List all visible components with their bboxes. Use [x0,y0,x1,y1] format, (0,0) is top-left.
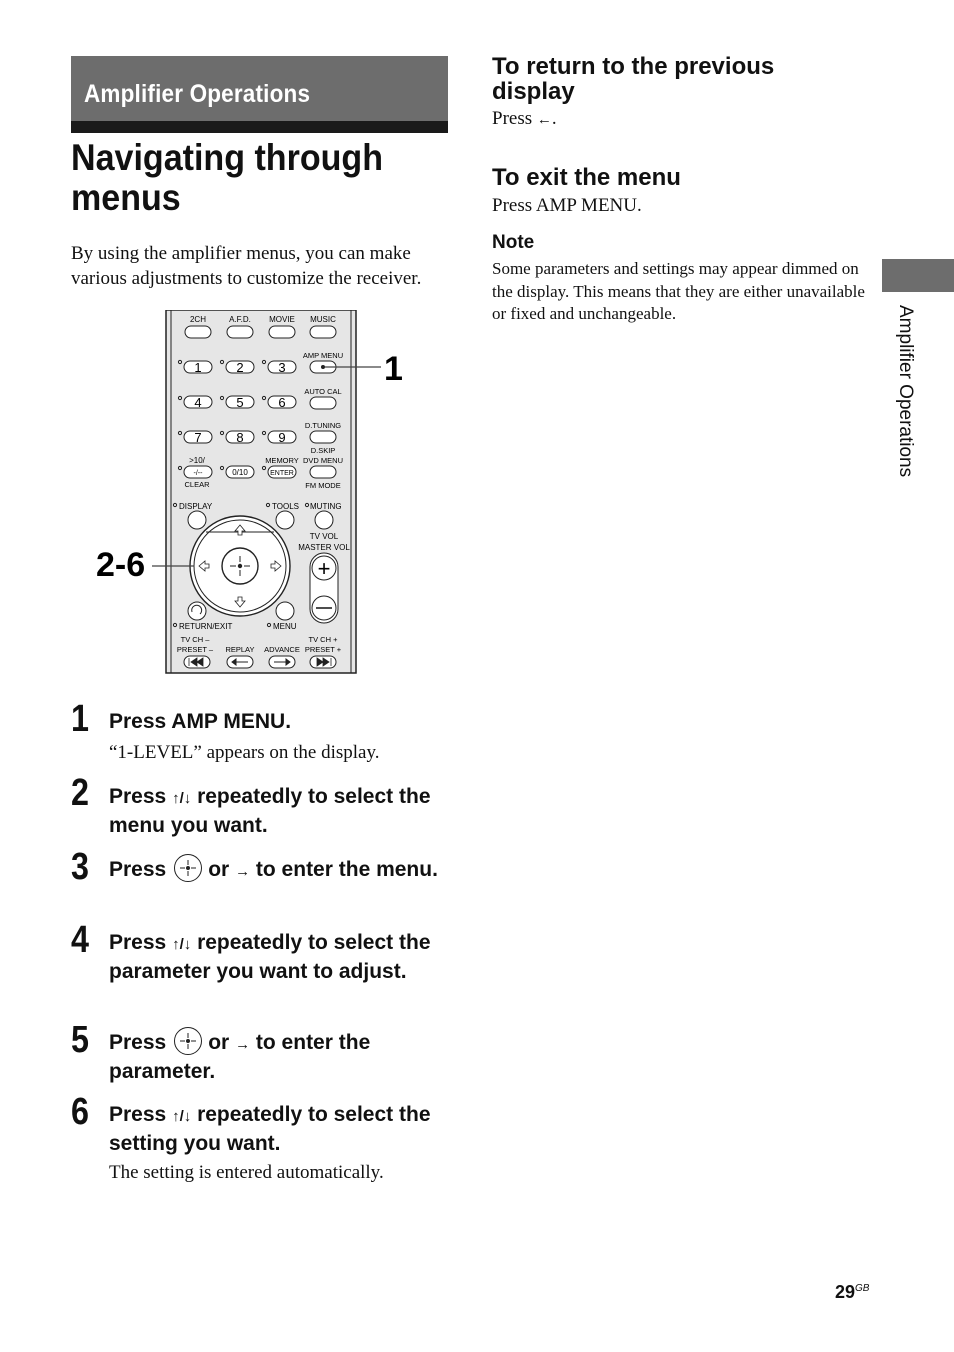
button-label-music: MUSIC [310,315,336,324]
digit-6: 6 [278,395,286,410]
muting-label: MUTING [310,502,342,511]
menu-label: MENU [273,622,297,631]
up-down-arrow-icon: ↑/↓ [172,936,192,953]
ten-plus-label: >10/ [189,456,205,465]
advance-label: ADVANCE [264,645,300,654]
d-tuning-label: D.TUNING [304,421,342,430]
step-6-number: 6 [71,1091,89,1133]
step-3-number: 3 [71,846,89,888]
tv-ch-minus-label: TV CH – [180,635,210,644]
right-arrow-icon: → [235,1036,251,1053]
enter-label: ENTER [270,470,294,477]
enter-button-icon [174,854,202,882]
digit-1: 1 [194,360,202,375]
exit-text: Press AMP MENU. [492,195,642,216]
digit-7: 7 [194,430,202,445]
return-text: Press ←. [492,108,557,129]
note-heading: Note [492,232,535,253]
right-arrow-icon: → [235,863,251,880]
digit-9: 9 [278,430,286,445]
display-label: DISPLAY [179,502,213,511]
step-3-text: Press or → to enter the menu. [109,856,459,885]
dash-label: -/-- [193,470,203,477]
step-6-text: Press ↑/↓ repeatedly to select the setting you want. [109,1103,431,1155]
d-skip-label: D.SKIP [310,446,336,455]
preset-plus-label: PRESET + [304,645,342,654]
amp-menu-label: AMP MENU [302,351,344,360]
replay-label: REPLAY [225,645,255,654]
step-2-number: 2 [71,772,89,814]
step-1-text: Press AMP MENU. [109,710,292,733]
step-2-text: Press ↑/↓ repeatedly to select the menu you want. [109,785,431,837]
tools-label: TOOLS [272,502,299,511]
return-exit-label: RETURN/EXIT [179,622,233,631]
step-4-text: Press ↑/↓ repeatedly to select the parameter you want to adjust. [109,931,431,983]
tv-vol-label: TV VOL [309,532,339,541]
exit-heading: To exit the menu [492,164,681,191]
step-1-note: “1-LEVEL” appears on the display. [109,742,380,763]
note-text: Some parameters and settings may appear dimmed on the display. This means that they are either unavailable or fixed and unchangeable. [492,259,865,323]
side-tab-label: Amplifier Operations [895,305,916,478]
section-rule [71,121,448,133]
digit-4: 4 [194,395,202,410]
back-arrow-icon: ← [536,112,552,128]
callout-2-6: 2-6 [96,546,146,584]
clear-label: CLEAR [184,480,210,489]
memory-label: MEMORY [265,456,299,465]
digit-2: 2 [236,360,244,375]
up-down-arrow-icon: ↑/↓ [172,790,192,807]
step-5-number: 5 [71,1019,89,1061]
page-title: Navigating through menus [71,137,384,218]
intro-paragraph: By using the amplifier menus, you can make various adjustments to customize the receiver. [71,243,422,289]
auto-cal-label: AUTO CAL [304,387,342,396]
remote-control-figure [96,310,416,675]
preset-minus-label: PRESET – [176,645,214,654]
digit-8: 8 [236,430,244,445]
section-title: Amplifier Operations [84,80,311,108]
step-6-note: The setting is entered automatically. [109,1162,384,1183]
digit-3: 3 [278,360,286,375]
button-label-movie: MOVIE [269,315,295,324]
svg-text:+: + [317,556,331,581]
return-heading: To return to the previous display [492,53,775,105]
digit-5: 5 [236,395,244,410]
step-1-number: 1 [71,698,89,740]
zero-label: 0/10 [232,468,248,477]
side-tab [882,259,954,292]
dvd-menu-label: DVD MENU [302,456,344,465]
enter-button-icon [174,1027,202,1055]
page-number: $29^{GB}$ [835,1282,870,1302]
step-4-number: 4 [71,919,89,961]
up-down-arrow-icon: ↑/↓ [172,1108,192,1125]
button-label-2ch: 2CH [189,315,207,324]
master-vol-label: MASTER VOL [298,543,350,552]
step-5-text: Press or → to enter the parameter. [109,1029,459,1085]
tv-ch-plus-label: TV CH + [308,635,338,644]
button-label-afd: A.F.D. [229,315,251,324]
callout-1: 1 [384,350,403,388]
fm-mode-label: FM MODE [305,481,341,490]
